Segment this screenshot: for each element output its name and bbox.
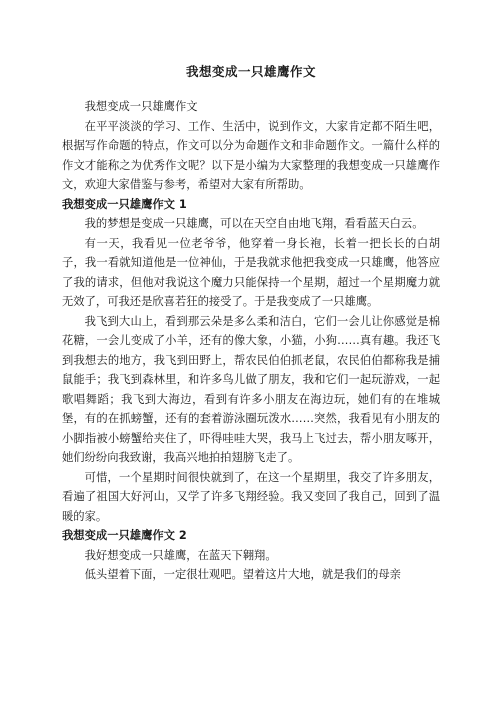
essay-1-paragraph: 我的梦想是变成一只雄鹰，可以在天空自由地飞翔，看看蓝天白云。: [84, 217, 424, 230]
intro-subtitle: 我想变成一只雄鹰作文: [84, 100, 198, 113]
intro-paragraph: 在平平淡淡的学习、工作、生活中，说到作文，大家肯定都不陌生吧，根据写作命题的特点，作文可以分为命题作文和非命题作文。一篇什么样的作文才能称之为优秀作文呢？以下是小编为大家整理的我想变成一只雄鹰作文，欢迎大家借鉴与参考，希望对大家有所帮助。: [62, 119, 440, 191]
essay-1-paragraph: 有一天，我看见一位老爷爷，他穿着一身长袍，长着一把长长的白胡子，我一看就知道他是一位神仙，于是我就求他把我变成一只雄鹰，他答应了我的请求，但他对我说这个魔力只能保持一个星期，超过一个星期魔力就无效了，可我还是欣喜若狂的接受了。于是我变成了一只雄鹰。: [62, 236, 440, 308]
essay-1-heading: 我想变成一只雄鹰作文 1: [62, 197, 187, 211]
essay-1-paragraph: 我飞到大山上，看到那云朵是多么柔和洁白，它们一会儿让你感觉是棉花糖，一会儿变成了小羊，还有的像大象，小猫，小狗……真有趣。我还飞到我想去的地方，我飞到田野上，帮农民伯伯抓老鼠，农民伯伯都称我是捕鼠能手；我飞到森林里，和许多鸟儿做了朋友，我和它们一起玩游戏，一起歌唱舞蹈；我飞到大海边，看到有许多小朋友在海边玩，她们有的在堆城堡，有的在抓螃蟹，还有的套着游泳圈玩泼水……突然，我看见有小朋友的小脚指被小螃蟹给夹住了，吓得哇哇大哭，我马上飞过去，帮小朋友啄开，她们纷纷向我致谢，我高兴地拍拍翅膀飞走了。: [62, 314, 440, 464]
essay-2-paragraph: 我好想变成一只雄鹰，在蓝天下翱翔。: [84, 548, 277, 562]
essay-2-heading: 我想变成一只雄鹰作文 2: [62, 529, 187, 542]
document-title: 我想变成一只雄鹰作文: [185, 64, 316, 79]
essay-2-paragraph: 低头望着下面，一定很壮观吧。望着这片大地，就是我们的母亲: [84, 568, 401, 581]
essay-1-paragraph: 可惜，一个星期时间很快就到了，在这一个星期里，我交了许多朋友，看遍了祖国大好河山，又学了许多飞翔经验。我又变回了我自己，回到了温暖的家。: [62, 470, 440, 523]
